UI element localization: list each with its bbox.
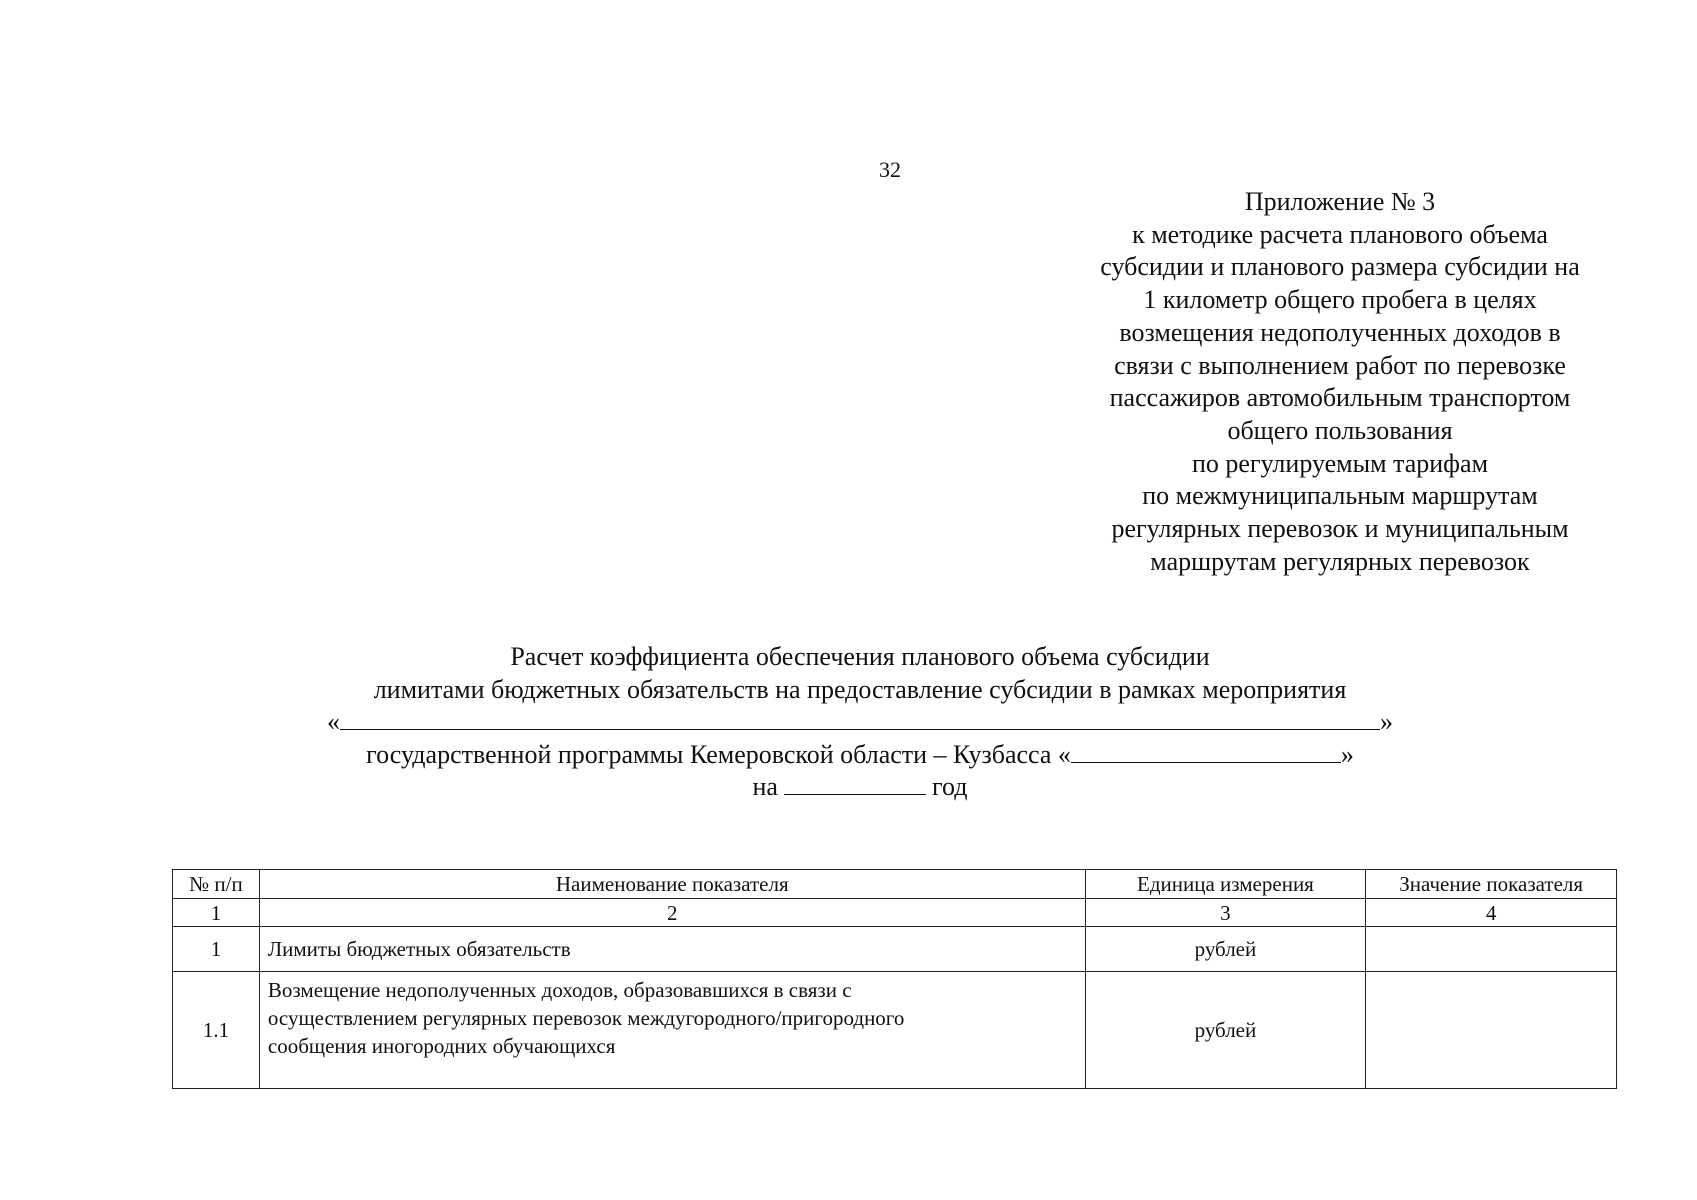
quote-close: »	[1380, 707, 1393, 736]
page-number: 32	[879, 157, 901, 182]
column-number: 4	[1366, 899, 1617, 927]
column-header-value: Значение показателя	[1366, 870, 1617, 899]
unit-cell: рублей	[1085, 927, 1366, 972]
program-name-blank[interactable]	[1071, 742, 1341, 763]
appendix-line: субсидии и планового размера субсидии на	[1100, 252, 1580, 282]
column-header-unit: Единица измерения	[1085, 870, 1366, 899]
appendix-line: регулярных перевозок и муниципальным	[1111, 514, 1569, 544]
indicator-name-line: Возмещение недополученных доходов, образовавшихся в связи с	[267, 978, 852, 1002]
appendix-line: по межмуниципальным маршрутам	[1142, 481, 1538, 511]
column-number: 1	[173, 899, 260, 927]
indicator-name-line: осуществлением регулярных перевозок междугородного/пригородного	[267, 1006, 905, 1030]
calculation-table	[172, 869, 1617, 1089]
appendix-header	[1040, 186, 1640, 578]
column-header-number: № п/п	[173, 870, 260, 899]
appendix-line: 1 километр общего пробега в целях	[1143, 285, 1537, 315]
row-number: 1	[173, 927, 260, 972]
row-number: 1.1	[173, 972, 260, 1089]
value-cell[interactable]	[1366, 927, 1617, 972]
column-number-row	[173, 899, 1617, 927]
column-number: 2	[259, 899, 1085, 927]
value-cell[interactable]	[1366, 972, 1617, 1089]
program-prefix: государственной программы Кемеровской области – Кузбасса «	[366, 739, 1071, 769]
table-row	[173, 927, 1617, 972]
column-number: 3	[1085, 899, 1366, 927]
indicator-name-line: сообщения иногородних обучающихся	[267, 1034, 616, 1058]
event-name-blank[interactable]	[340, 709, 1380, 730]
indicator-name	[259, 972, 1085, 1089]
year-prefix: на	[752, 772, 778, 801]
table-row	[173, 972, 1617, 1089]
title-line-5	[300, 771, 1420, 804]
appendix-line: по регулируемым тарифам	[1191, 448, 1489, 478]
quote-close: »	[1340, 739, 1354, 769]
table-header-row	[173, 870, 1617, 899]
title-line-2: лимитами бюджетных обязательств на предоставление субсидии в рамках мероприятия	[373, 674, 1347, 704]
title-line-1: Расчет коэффициента обеспечения планового объема субсидии	[510, 642, 1210, 671]
quote-open: «	[327, 707, 340, 736]
year-blank[interactable]	[784, 774, 926, 795]
appendix-line: к методике расчета планового объема	[1132, 219, 1548, 249]
title-line-4	[300, 739, 1420, 772]
appendix-line: связи с выполнением работ по перевозке	[1114, 350, 1566, 380]
unit-cell: рублей	[1085, 972, 1366, 1089]
indicator-name: Лимиты бюджетных обязательств	[259, 927, 1085, 972]
title-line-3	[300, 706, 1420, 739]
column-header-name: Наименование показателя	[259, 870, 1085, 899]
appendix-line: пассажиров автомобильным транспортом	[1109, 383, 1571, 413]
appendix-line: возмещения недополученных доходов в	[1119, 317, 1561, 347]
document-title	[300, 641, 1420, 804]
appendix-line: маршрутам регулярных перевозок	[1150, 546, 1530, 576]
appendix-line: Приложение № 3	[1244, 187, 1436, 216]
appendix-line: общего пользования	[1227, 415, 1453, 445]
year-suffix: год	[931, 772, 968, 801]
